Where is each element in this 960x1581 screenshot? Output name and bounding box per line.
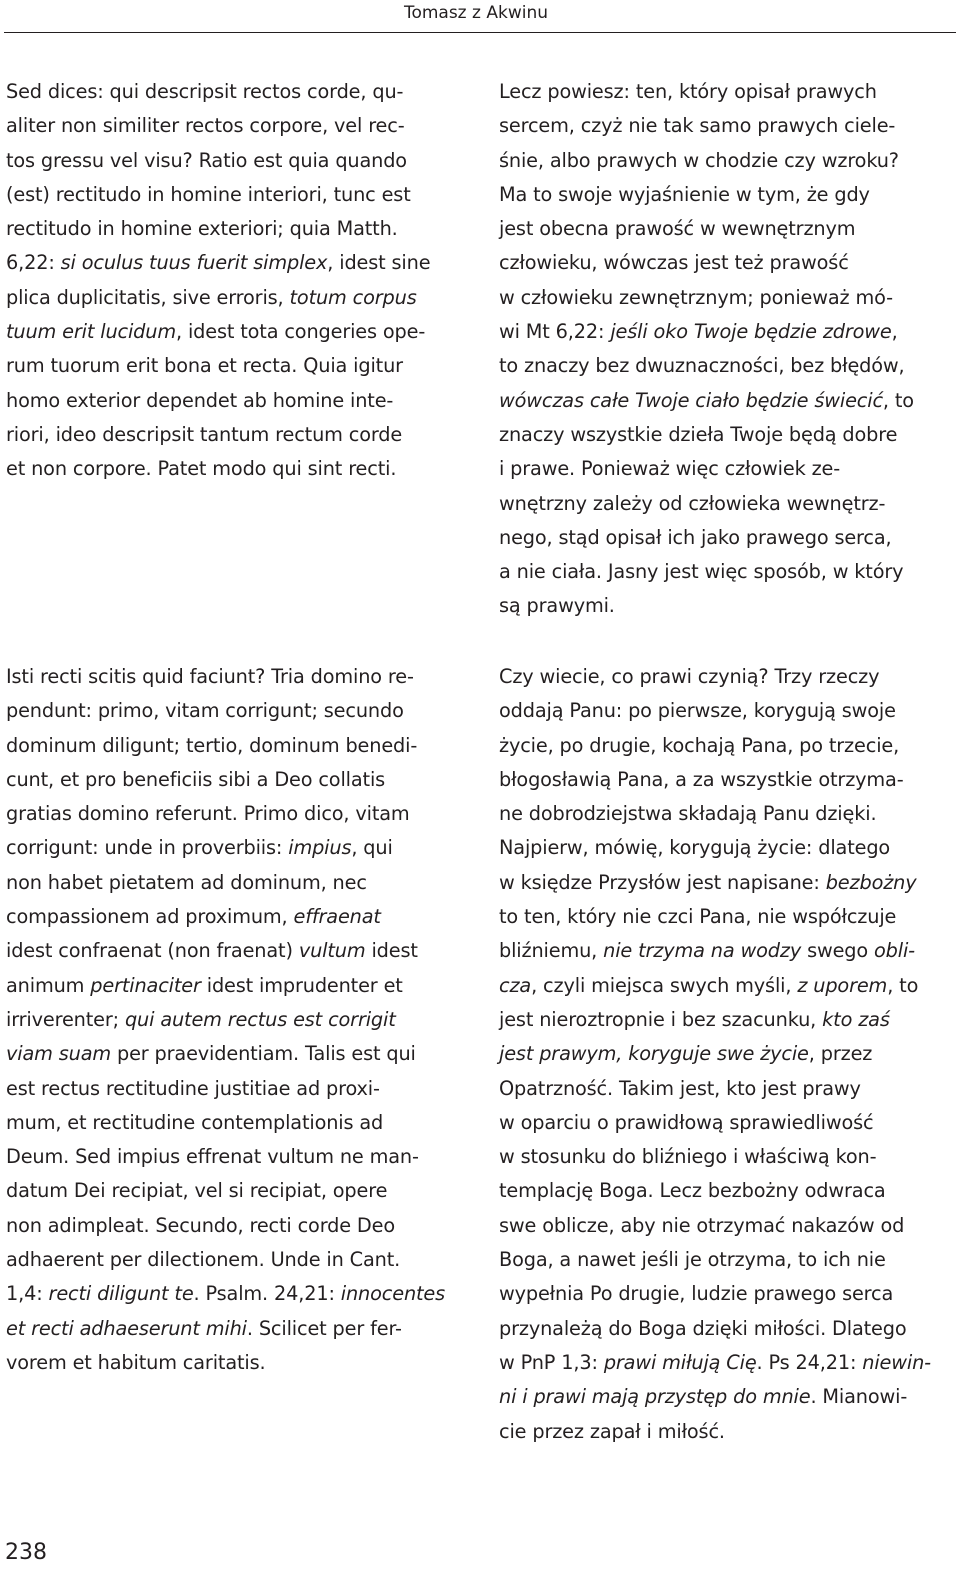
text-segment: tos gressu vel visu? Ratio est quia quando bbox=[6, 148, 407, 172]
italic-quotation: z uporem bbox=[797, 973, 888, 997]
text-segment: rum tuorum erit bona et recta. Quia igitur bbox=[6, 354, 403, 378]
text-segment: vorem et habitum caritatis. bbox=[6, 1350, 266, 1374]
text-segment: życie, po drugie, kochają Pana, po trzecie, bbox=[499, 733, 900, 757]
text-line bbox=[6, 1140, 468, 1174]
text-line bbox=[499, 660, 957, 694]
italic-quotation: cza bbox=[499, 973, 532, 997]
text-segment: est rectus rectitudine justitiae ad proxi- bbox=[6, 1076, 380, 1100]
text-segment: ne dobrodziejstwa składają Panu dzięki. bbox=[499, 802, 877, 826]
text-line bbox=[6, 934, 468, 968]
text-segment: to znaczy bez dwuznaczności, bez błędów, bbox=[499, 354, 905, 378]
text-line bbox=[499, 831, 957, 865]
text-line bbox=[499, 1312, 957, 1346]
text-line bbox=[499, 349, 957, 383]
text-segment: , bbox=[891, 320, 898, 344]
text-line bbox=[6, 797, 468, 831]
text-segment: dominum diligunt; tertio, dominum benedi- bbox=[6, 733, 418, 757]
text-segment: bliźniemu, bbox=[499, 939, 604, 963]
text-segment: Sed dices: qui descripsit rectos corde, qu- bbox=[6, 80, 404, 103]
text-line bbox=[499, 418, 957, 452]
text-segment: . Scilicet per fer- bbox=[246, 1316, 402, 1340]
text-line bbox=[6, 1037, 468, 1071]
text-line bbox=[499, 1415, 957, 1449]
text-segment: jest nieroztropnie i bez szacunku, bbox=[499, 1007, 823, 1031]
text-segment: , idest tota congeries ope- bbox=[175, 320, 426, 344]
text-segment: oddają Panu: po pierwsze, korygują swoje bbox=[499, 699, 896, 723]
text-segment: swe oblicze, aby nie otrzymać nakazów od bbox=[499, 1213, 905, 1237]
text-segment: . Psalm. 24,21: bbox=[193, 1282, 341, 1306]
italic-quotation: innocentes bbox=[340, 1282, 446, 1306]
text-line bbox=[499, 246, 957, 280]
text-line bbox=[6, 281, 468, 315]
text-segment: wi Mt 6,22: bbox=[499, 320, 611, 344]
text-segment: idest bbox=[365, 939, 418, 963]
text-segment: Opatrzność. Takim jest, kto jest prawy bbox=[499, 1076, 861, 1100]
text-segment: 6,22: bbox=[6, 251, 61, 275]
text-segment: w oparciu o prawidłową sprawiedliwość bbox=[499, 1110, 874, 1134]
text-line bbox=[6, 1209, 468, 1243]
text-line bbox=[499, 1346, 957, 1380]
text-line bbox=[499, 1380, 957, 1414]
italic-quotation: totum corpus bbox=[289, 285, 417, 309]
text-line bbox=[499, 1106, 957, 1140]
header-divider bbox=[4, 32, 956, 33]
text-line bbox=[499, 1037, 957, 1071]
text-line bbox=[499, 75, 957, 109]
running-title: Tomasz z Akwinu bbox=[403, 3, 548, 23]
text-segment: a nie ciała. Jasny jest więc sposób, w który bbox=[499, 560, 904, 584]
text-segment: Boga, a nawet jeśli je otrzyma, to ich nie bbox=[499, 1248, 886, 1272]
text-line bbox=[499, 212, 957, 246]
text-line bbox=[6, 1174, 468, 1208]
page-number: 238 bbox=[5, 1540, 47, 1565]
text-segment: swego bbox=[801, 939, 875, 963]
text-segment: et non corpore. Patet modo qui sint recti. bbox=[6, 457, 397, 481]
text-line bbox=[6, 1072, 468, 1106]
text-segment: błogosławią Pana, a za wszystkie otrzyma- bbox=[499, 767, 904, 791]
text-segment: wnętrzny zależy od człowieka wewnętrz- bbox=[499, 491, 886, 515]
italic-quotation: kto zaś bbox=[822, 1007, 890, 1031]
text-line bbox=[6, 418, 468, 452]
text-line bbox=[499, 178, 957, 212]
italic-quotation: vultum bbox=[298, 939, 366, 963]
text-segment: idest imprudenter et bbox=[200, 973, 403, 997]
text-line bbox=[6, 75, 468, 109]
text-segment: w stosunku do bliźniego i właściwą kon- bbox=[499, 1145, 877, 1169]
text-segment: idest confraenat (non fraenat) bbox=[6, 939, 299, 963]
text-segment: przynależą do Boga dzięki miłości. Dlatego bbox=[499, 1316, 907, 1340]
text-line bbox=[499, 866, 957, 900]
text-segment: gratias domino referunt. Primo dico, vitam bbox=[6, 802, 410, 826]
text-line bbox=[499, 109, 957, 143]
text-line bbox=[499, 144, 957, 178]
text-line bbox=[499, 521, 957, 555]
text-line bbox=[499, 934, 957, 968]
italic-quotation: niewin- bbox=[862, 1350, 931, 1374]
text-line bbox=[6, 1277, 468, 1311]
text-segment: , przez bbox=[808, 1042, 873, 1066]
italic-quotation: prawi miłują Cię bbox=[603, 1350, 757, 1374]
italic-quotation: effraenat bbox=[293, 905, 381, 929]
text-segment: riori, ideo descripsit tantum rectum corde bbox=[6, 422, 403, 446]
text-line bbox=[6, 660, 468, 694]
text-segment: , to bbox=[887, 973, 919, 997]
text-segment: śnie, albo prawych w chodzie czy wzroku? bbox=[499, 148, 899, 172]
text-line bbox=[499, 1209, 957, 1243]
text-line bbox=[499, 1243, 957, 1277]
text-segment: cunt, et pro beneficiis sibi a Deo collatis bbox=[6, 767, 386, 791]
text-segment: , czyli miejsca swych myśli, bbox=[531, 973, 798, 997]
text-line bbox=[499, 1140, 957, 1174]
text-segment: Czy wiecie, co prawi czynią? Trzy rzeczy bbox=[499, 665, 880, 688]
text-line bbox=[499, 1072, 957, 1106]
text-segment: Isti recti scitis quid faciunt? Tria domino re- bbox=[6, 665, 414, 688]
text-line bbox=[499, 487, 957, 521]
italic-quotation: wówczas całe Twoje ciało będzie świecić bbox=[499, 388, 883, 412]
text-line bbox=[6, 246, 468, 280]
polish-paragraph-2 bbox=[499, 660, 957, 1449]
italic-quotation: bezbożny bbox=[825, 870, 917, 894]
text-line bbox=[6, 969, 468, 1003]
text-line bbox=[499, 969, 957, 1003]
text-line bbox=[499, 900, 957, 934]
italic-quotation: si oculus tuus fuerit simplex bbox=[60, 251, 328, 275]
text-segment: mum, et rectitudine contemplationis ad bbox=[6, 1110, 384, 1134]
text-line bbox=[499, 384, 957, 418]
text-segment: cie przez zapał i miłość. bbox=[499, 1419, 725, 1443]
text-segment: , idest sine bbox=[327, 251, 431, 275]
text-line bbox=[6, 109, 468, 143]
italic-quotation: jest prawym, koryguje swe życie bbox=[499, 1042, 809, 1066]
text-segment: Ma to swoje wyjaśnienie w tym, że gdy bbox=[499, 182, 870, 206]
italic-quotation: tuum erit lucidum bbox=[6, 320, 176, 344]
text-segment: Najpierw, mówię, korygują życie: dlatego bbox=[499, 836, 891, 860]
text-segment: w PnP 1,3: bbox=[499, 1350, 604, 1374]
text-segment: 1,4: bbox=[6, 1282, 49, 1306]
text-line bbox=[499, 797, 957, 831]
text-line bbox=[499, 729, 957, 763]
text-segment: per praevidentiam. Talis est qui bbox=[111, 1042, 416, 1066]
latin-paragraph-1 bbox=[6, 75, 468, 487]
text-segment: w człowieku zewnętrznym; ponieważ mó- bbox=[499, 285, 893, 309]
italic-quotation: qui autem rectus est corrigit bbox=[124, 1007, 396, 1031]
text-segment: pendunt: primo, vitam corrigunt; secundo bbox=[6, 699, 404, 723]
text-segment: . Ps 24,21: bbox=[756, 1350, 863, 1374]
text-segment: , to bbox=[882, 388, 914, 412]
text-segment: jest obecna prawość w wewnętrznym bbox=[499, 217, 856, 241]
italic-quotation: obli- bbox=[874, 939, 915, 963]
text-segment: Lecz powiesz: ten, który opisał prawych bbox=[499, 80, 877, 103]
text-line bbox=[6, 900, 468, 934]
text-segment: plica duplicitatis, sive erroris, bbox=[6, 285, 290, 309]
text-line bbox=[499, 555, 957, 589]
polish-paragraph-1 bbox=[499, 75, 957, 624]
text-line bbox=[499, 281, 957, 315]
text-segment: rectitudo in homine exteriori; quia Matth. bbox=[6, 217, 398, 241]
text-line bbox=[499, 1003, 957, 1037]
text-segment: aliter non similiter rectos corpore, vel rec- bbox=[6, 114, 405, 138]
text-segment: wypełnia Po drugie, ludzie prawego serca bbox=[499, 1282, 894, 1306]
text-line bbox=[6, 315, 468, 349]
text-segment: adhaerent per dilectionem. Unde in Cant. bbox=[6, 1248, 401, 1272]
text-segment: homo exterior dependet ab homine inte- bbox=[6, 388, 394, 412]
text-line bbox=[6, 763, 468, 797]
text-segment: są prawymi. bbox=[499, 594, 615, 618]
text-line bbox=[6, 144, 468, 178]
text-segment: templację Boga. Lecz bezbożny odwraca bbox=[499, 1179, 886, 1203]
text-line bbox=[6, 452, 468, 486]
text-line bbox=[6, 729, 468, 763]
italic-quotation: ni i prawi mają przystęp do mnie bbox=[499, 1385, 811, 1409]
italic-quotation: pertinaciter bbox=[90, 973, 201, 997]
text-line bbox=[499, 589, 957, 623]
text-segment: człowieku, wówczas jest też prawość bbox=[499, 251, 849, 275]
text-line bbox=[499, 315, 957, 349]
text-line bbox=[6, 866, 468, 900]
text-segment: nego, stąd opisał ich jako prawego serca, bbox=[499, 525, 892, 549]
text-segment: (est) rectitudo in homine interiori, tunc est bbox=[6, 182, 411, 206]
italic-quotation: viam suam bbox=[6, 1042, 112, 1066]
text-segment: irriverenter; bbox=[6, 1007, 125, 1031]
text-line bbox=[6, 349, 468, 383]
text-line bbox=[6, 1243, 468, 1277]
text-line bbox=[6, 831, 468, 865]
text-segment: to ten, który nie czci Pana, nie współczuje bbox=[499, 905, 897, 929]
page-header bbox=[0, 0, 960, 34]
text-segment: non adimpleat. Secundo, recti corde Deo bbox=[6, 1213, 395, 1237]
text-line bbox=[499, 452, 957, 486]
text-segment: , qui bbox=[351, 836, 393, 860]
text-line bbox=[6, 384, 468, 418]
text-line bbox=[6, 1346, 468, 1380]
text-segment: compassionem ad proximum, bbox=[6, 905, 294, 929]
text-segment: i prawe. Ponieważ więc człowiek ze- bbox=[499, 457, 841, 481]
text-line bbox=[499, 694, 957, 728]
text-line bbox=[6, 1106, 468, 1140]
text-line bbox=[6, 1003, 468, 1037]
text-segment: sercem, czyż nie tak samo prawych ciele- bbox=[499, 114, 896, 138]
text-line bbox=[6, 178, 468, 212]
italic-quotation: recti diligunt te bbox=[48, 1282, 194, 1306]
italic-quotation: nie trzyma na wodzy bbox=[603, 939, 802, 963]
text-line bbox=[499, 763, 957, 797]
text-line bbox=[6, 1312, 468, 1346]
text-segment: animum bbox=[6, 973, 91, 997]
text-segment: non habet pietatem ad dominum, nec bbox=[6, 870, 367, 894]
text-segment: . Mianowi- bbox=[810, 1385, 908, 1409]
italic-quotation: impius bbox=[288, 836, 352, 860]
italic-quotation: jeśli oko Twoje będzie zdrowe bbox=[610, 320, 892, 344]
text-line bbox=[6, 212, 468, 246]
text-line bbox=[6, 694, 468, 728]
text-line bbox=[499, 1277, 957, 1311]
text-segment: w księdze Przysłów jest napisane: bbox=[499, 870, 826, 894]
text-segment: datum Dei recipiat, vel si recipiat, opere bbox=[6, 1179, 388, 1203]
text-segment: znaczy wszystkie dzieła Twoje będą dobre bbox=[499, 422, 898, 446]
text-line bbox=[499, 1174, 957, 1208]
text-segment: corrigunt: unde in proverbiis: bbox=[6, 836, 289, 860]
text-segment: Deum. Sed impius effrenat vultum ne man- bbox=[6, 1145, 419, 1169]
latin-paragraph-2 bbox=[6, 660, 468, 1380]
italic-quotation: et recti adhaeserunt mihi bbox=[6, 1316, 247, 1340]
